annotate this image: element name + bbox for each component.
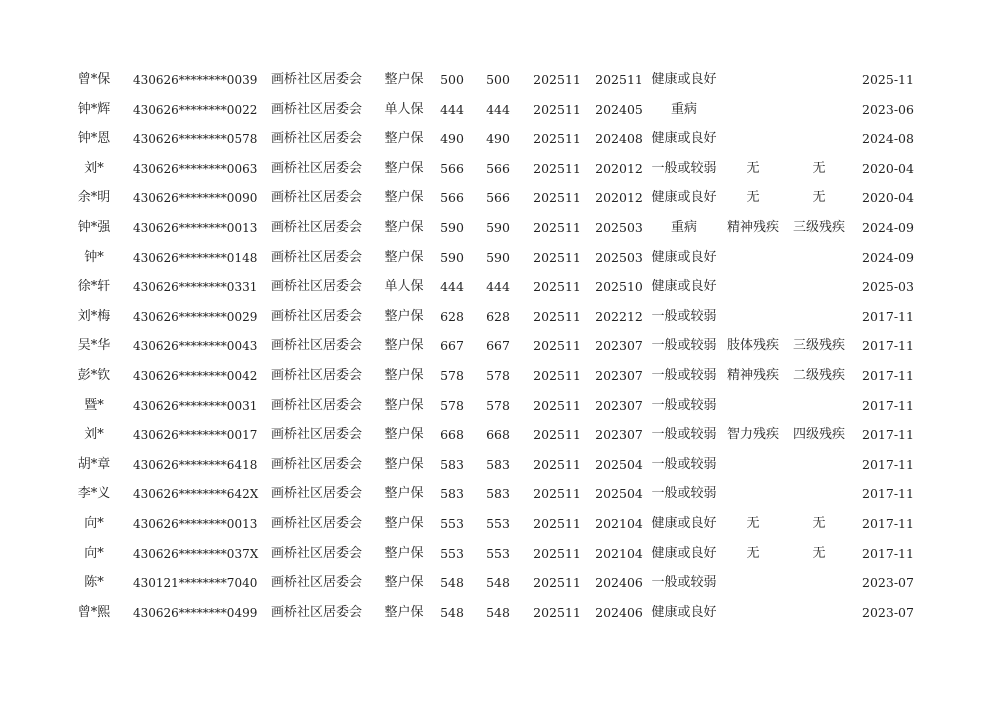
health-status-cell: 重病: [670, 101, 697, 117]
coverage-type-cell: 整户保: [384, 486, 424, 502]
disability-type-cell: [722, 482, 784, 506]
disability-level-cell: [786, 127, 852, 151]
community-cell: 画桥社区居委会: [271, 397, 363, 413]
community-cell: 画桥社区居委会: [271, 279, 363, 295]
month-cell: 202510: [595, 279, 643, 295]
amount-cell: 500: [440, 72, 464, 87]
community-cell: 画桥社区居委会: [271, 72, 363, 87]
disability-level-cell: 三级残疾: [792, 338, 845, 354]
date-cell: 2025-11: [862, 72, 914, 87]
amount-cell: 578: [486, 397, 510, 413]
disability-type-cell: [722, 453, 784, 477]
month-cell: 202511: [595, 72, 643, 87]
community-cell: 画桥社区居委会: [271, 160, 363, 176]
disability-level-cell: [786, 571, 852, 595]
date-cell: 2017-11: [862, 368, 914, 383]
health-status-cell: 一般或较弱: [651, 338, 717, 354]
community-cell: 画桥社区居委会: [271, 604, 363, 620]
amount-cell: 590: [486, 220, 510, 235]
amount-cell: 583: [440, 486, 464, 502]
disability-level-cell: [786, 98, 852, 122]
health-status-cell: 一般或较弱: [651, 427, 717, 443]
date-cell: 2020-04: [862, 190, 914, 206]
disability-level-cell: [786, 453, 852, 477]
amount-cell: 578: [440, 368, 464, 383]
coverage-type-cell: 整户保: [384, 160, 424, 176]
amount-cell: 566: [486, 160, 510, 176]
disability-level-cell: 无: [812, 190, 826, 206]
community-cell: 画桥社区居委会: [271, 456, 363, 472]
month-cell: 202511: [533, 427, 581, 443]
date-cell: 2017-11: [862, 338, 914, 354]
date-cell: 2020-04: [862, 160, 914, 176]
id-number-cell: 430626********0063: [133, 161, 258, 176]
disability-type-cell: [722, 601, 784, 625]
name-cell: 李*义: [77, 486, 111, 502]
disability-type-cell: 精神残疾: [726, 220, 779, 235]
disability-level-cell: 无: [812, 516, 826, 531]
disability-level-cell: [786, 275, 852, 299]
amount-cell: 548: [440, 575, 464, 591]
amount-cell: 583: [486, 456, 510, 472]
id-number-cell: 430626********0022: [133, 102, 258, 117]
month-cell: 202012: [595, 190, 643, 206]
table-row: [0, 246, 1000, 270]
amount-cell: 667: [486, 338, 510, 354]
date-cell: 2017-11: [862, 456, 914, 472]
community-cell: 画桥社区居委会: [271, 575, 363, 591]
health-status-cell: 健康或良好: [651, 279, 717, 295]
disability-type-cell: [722, 571, 784, 595]
community-cell: 画桥社区居委会: [271, 308, 363, 324]
disability-type-cell: [722, 127, 784, 151]
name-cell: 钟*辉: [77, 101, 111, 117]
name-cell: 曾*保: [77, 72, 111, 87]
amount-cell: 444: [486, 279, 510, 295]
coverage-type-cell: 整户保: [384, 516, 424, 531]
health-status-cell: 一般或较弱: [651, 160, 717, 176]
name-cell: 暨*: [84, 397, 104, 413]
id-number-cell: 430626********0029: [133, 309, 258, 324]
id-number-cell: 430626********037X: [133, 546, 259, 561]
month-cell: 202511: [533, 368, 581, 383]
month-cell: 202307: [595, 338, 643, 354]
month-cell: 202406: [595, 575, 643, 591]
amount-cell: 553: [440, 516, 464, 531]
coverage-type-cell: 整户保: [384, 575, 424, 591]
month-cell: 202408: [595, 131, 643, 147]
disability-level-cell: 无: [812, 160, 826, 176]
id-number-cell: 430626********642X: [133, 487, 259, 502]
health-status-cell: 一般或较弱: [651, 575, 717, 591]
name-cell: 余*明: [77, 190, 111, 206]
amount-cell: 553: [486, 545, 510, 561]
month-cell: 202104: [595, 516, 643, 531]
disability-level-cell: [786, 601, 852, 625]
month-cell: 202503: [595, 249, 643, 265]
disability-type-cell: [722, 394, 784, 418]
health-status-cell: 健康或良好: [651, 516, 717, 531]
month-cell: 202511: [533, 279, 581, 295]
table-row: [0, 394, 1000, 418]
community-cell: 画桥社区居委会: [271, 516, 363, 531]
month-cell: 202511: [533, 575, 581, 591]
month-cell: 202511: [533, 338, 581, 354]
amount-cell: 566: [486, 190, 510, 206]
community-cell: 画桥社区居委会: [271, 249, 363, 265]
name-cell: 刘*梅: [77, 308, 111, 324]
id-number-cell: 430626********0039: [133, 73, 258, 87]
id-number-cell: 430626********0042: [133, 369, 258, 383]
coverage-type-cell: 整户保: [384, 427, 424, 443]
disability-type-cell: 肢体残疾: [726, 338, 779, 354]
id-number-cell: 430626********0017: [133, 428, 258, 443]
month-cell: 202405: [595, 101, 643, 117]
name-cell: 陈*: [84, 575, 104, 591]
date-cell: 2017-11: [862, 308, 914, 324]
community-cell: 画桥社区居委会: [271, 131, 363, 147]
health-status-cell: 一般或较弱: [651, 456, 717, 472]
name-cell: 钟*强: [77, 220, 111, 235]
amount-cell: 590: [440, 220, 464, 235]
id-number-cell: 430121********7040: [133, 576, 258, 591]
community-cell: 画桥社区居委会: [271, 190, 363, 206]
disability-type-cell: 精神残疾: [726, 368, 779, 383]
amount-cell: 548: [486, 575, 510, 591]
name-cell: 向*: [84, 545, 104, 561]
table-row: [0, 571, 1000, 595]
name-cell: 钟*恩: [77, 131, 111, 147]
amount-cell: 590: [486, 249, 510, 265]
disability-type-cell: 无: [746, 160, 760, 176]
table-row: [0, 542, 1000, 566]
amount-cell: 566: [440, 190, 464, 206]
health-status-cell: 重病: [670, 220, 697, 235]
coverage-type-cell: 单人保: [384, 279, 424, 295]
id-number-cell: 430626********0578: [133, 132, 258, 147]
table-row: [0, 98, 1000, 122]
date-cell: 2017-11: [862, 486, 914, 502]
date-cell: 2025-03: [862, 279, 914, 295]
coverage-type-cell: 整户保: [384, 249, 424, 265]
amount-cell: 578: [486, 368, 510, 383]
amount-cell: 668: [440, 427, 464, 443]
name-cell: 吴*华: [77, 338, 111, 354]
id-number-cell: 430626********6418: [133, 457, 258, 472]
coverage-type-cell: 整户保: [384, 338, 424, 354]
month-cell: 202511: [533, 131, 581, 147]
disability-type-cell: 无: [746, 545, 760, 561]
month-cell: 202503: [595, 220, 643, 235]
disability-type-cell: [722, 68, 784, 92]
month-cell: 202511: [533, 308, 581, 324]
community-cell: 画桥社区居委会: [271, 427, 363, 443]
disability-level-cell: 无: [812, 545, 826, 561]
table-row: [0, 305, 1000, 329]
amount-cell: 566: [440, 160, 464, 176]
id-number-cell: 430626********0031: [133, 398, 258, 413]
date-cell: 2017-11: [862, 516, 914, 531]
month-cell: 202511: [533, 486, 581, 502]
id-number-cell: 430626********0090: [133, 191, 258, 206]
health-status-cell: 健康或良好: [651, 249, 717, 265]
amount-cell: 578: [440, 397, 464, 413]
coverage-type-cell: 整户保: [384, 368, 424, 383]
coverage-type-cell: 整户保: [384, 397, 424, 413]
amount-cell: 628: [486, 308, 510, 324]
month-cell: 202511: [533, 604, 581, 620]
month-cell: 202307: [595, 397, 643, 413]
table-row: [0, 482, 1000, 506]
community-cell: 画桥社区居委会: [271, 486, 363, 502]
id-number-cell: 430626********0043: [133, 339, 258, 354]
name-cell: 徐*轩: [77, 279, 111, 295]
disability-type-cell: [722, 275, 784, 299]
month-cell: 202511: [533, 72, 581, 87]
amount-cell: 490: [440, 131, 464, 147]
health-status-cell: 健康或良好: [651, 131, 717, 147]
amount-cell: 444: [486, 101, 510, 117]
date-cell: 2023-07: [862, 575, 914, 591]
amount-cell: 583: [486, 486, 510, 502]
health-status-cell: 健康或良好: [651, 72, 717, 87]
health-status-cell: 一般或较弱: [651, 397, 717, 413]
coverage-type-cell: 整户保: [384, 308, 424, 324]
id-number-cell: 430626********0331: [133, 280, 258, 295]
community-cell: 画桥社区居委会: [271, 368, 363, 383]
amount-cell: 667: [440, 338, 464, 354]
coverage-type-cell: 整户保: [384, 456, 424, 472]
amount-cell: 444: [440, 279, 464, 295]
month-cell: 202511: [533, 545, 581, 561]
amount-cell: 548: [440, 604, 464, 620]
table-row: [0, 512, 1000, 536]
id-number-cell: 430626********0013: [133, 517, 258, 531]
coverage-type-cell: 整户保: [384, 72, 424, 87]
table-row: [0, 127, 1000, 151]
amount-cell: 490: [486, 131, 510, 147]
table-row: [0, 186, 1000, 210]
date-cell: 2024-09: [862, 220, 914, 235]
name-cell: 曾*熙: [77, 604, 111, 620]
amount-cell: 628: [440, 308, 464, 324]
amount-cell: 500: [486, 72, 510, 87]
coverage-type-cell: 整户保: [384, 545, 424, 561]
date-cell: 2017-11: [862, 427, 914, 443]
month-cell: 202212: [595, 308, 643, 324]
amount-cell: 583: [440, 456, 464, 472]
date-cell: 2017-11: [862, 545, 914, 561]
month-cell: 202511: [533, 190, 581, 206]
community-cell: 画桥社区居委会: [271, 101, 363, 117]
month-cell: 202307: [595, 427, 643, 443]
month-cell: 202504: [595, 486, 643, 502]
amount-cell: 444: [440, 101, 464, 117]
health-status-cell: 一般或较弱: [651, 308, 717, 324]
health-status-cell: 健康或良好: [651, 604, 717, 620]
coverage-type-cell: 整户保: [384, 220, 424, 235]
disability-level-cell: [786, 68, 852, 92]
community-cell: 画桥社区居委会: [271, 220, 363, 235]
disability-level-cell: [786, 394, 852, 418]
disability-level-cell: [786, 246, 852, 270]
amount-cell: 553: [486, 516, 510, 531]
month-cell: 202511: [533, 516, 581, 531]
month-cell: 202511: [533, 101, 581, 117]
month-cell: 202012: [595, 160, 643, 176]
month-cell: 202511: [533, 220, 581, 235]
month-cell: 202504: [595, 456, 643, 472]
name-cell: 钟*: [84, 249, 104, 265]
date-cell: 2024-09: [862, 249, 914, 265]
coverage-type-cell: 单人保: [384, 101, 424, 117]
table-row: [0, 453, 1000, 477]
coverage-type-cell: 整户保: [384, 604, 424, 620]
health-status-cell: 一般或较弱: [651, 486, 717, 502]
disability-level-cell: [786, 305, 852, 329]
table-row: [0, 216, 1000, 240]
table-row: [0, 68, 1000, 92]
name-cell: 刘*: [84, 160, 104, 176]
name-cell: 刘*: [84, 427, 104, 443]
id-number-cell: 430626********0013: [133, 221, 258, 235]
table-row: [0, 364, 1000, 388]
coverage-type-cell: 整户保: [384, 190, 424, 206]
disability-level-cell: 三级残疾: [792, 220, 845, 235]
table-row: [0, 423, 1000, 447]
coverage-type-cell: 整户保: [384, 131, 424, 147]
disability-level-cell: 二级残疾: [792, 368, 845, 383]
health-status-cell: 健康或良好: [651, 190, 717, 206]
date-cell: 2023-06: [862, 101, 914, 117]
date-cell: 2017-11: [862, 397, 914, 413]
disability-type-cell: [722, 305, 784, 329]
table-row: [0, 275, 1000, 299]
disability-type-cell: [722, 98, 784, 122]
month-cell: 202511: [533, 397, 581, 413]
month-cell: 202406: [595, 604, 643, 620]
name-cell: 向*: [84, 516, 104, 531]
date-cell: 2024-08: [862, 131, 914, 147]
table-row: [0, 157, 1000, 181]
disability-level-cell: [786, 482, 852, 506]
name-cell: 彭*钦: [77, 368, 111, 383]
month-cell: 202104: [595, 545, 643, 561]
disability-level-cell: 四级残疾: [792, 427, 845, 443]
amount-cell: 548: [486, 604, 510, 620]
disability-type-cell: 无: [746, 516, 760, 531]
month-cell: 202511: [533, 456, 581, 472]
amount-cell: 590: [440, 249, 464, 265]
table-row: [0, 334, 1000, 358]
id-number-cell: 430626********0148: [133, 250, 258, 265]
amount-cell: 553: [440, 545, 464, 561]
disability-type-cell: [722, 246, 784, 270]
community-cell: 画桥社区居委会: [271, 338, 363, 354]
month-cell: 202511: [533, 160, 581, 176]
disability-type-cell: 智力残疾: [726, 427, 779, 443]
disability-type-cell: 无: [746, 190, 760, 206]
amount-cell: 668: [486, 427, 510, 443]
id-number-cell: 430626********0499: [133, 605, 258, 620]
community-cell: 画桥社区居委会: [271, 545, 363, 561]
table-row: [0, 601, 1000, 625]
month-cell: 202511: [533, 249, 581, 265]
health-status-cell: 一般或较弱: [651, 368, 717, 383]
month-cell: 202307: [595, 368, 643, 383]
date-cell: 2023-07: [862, 604, 914, 620]
name-cell: 胡*章: [77, 456, 111, 472]
health-status-cell: 健康或良好: [651, 545, 717, 561]
